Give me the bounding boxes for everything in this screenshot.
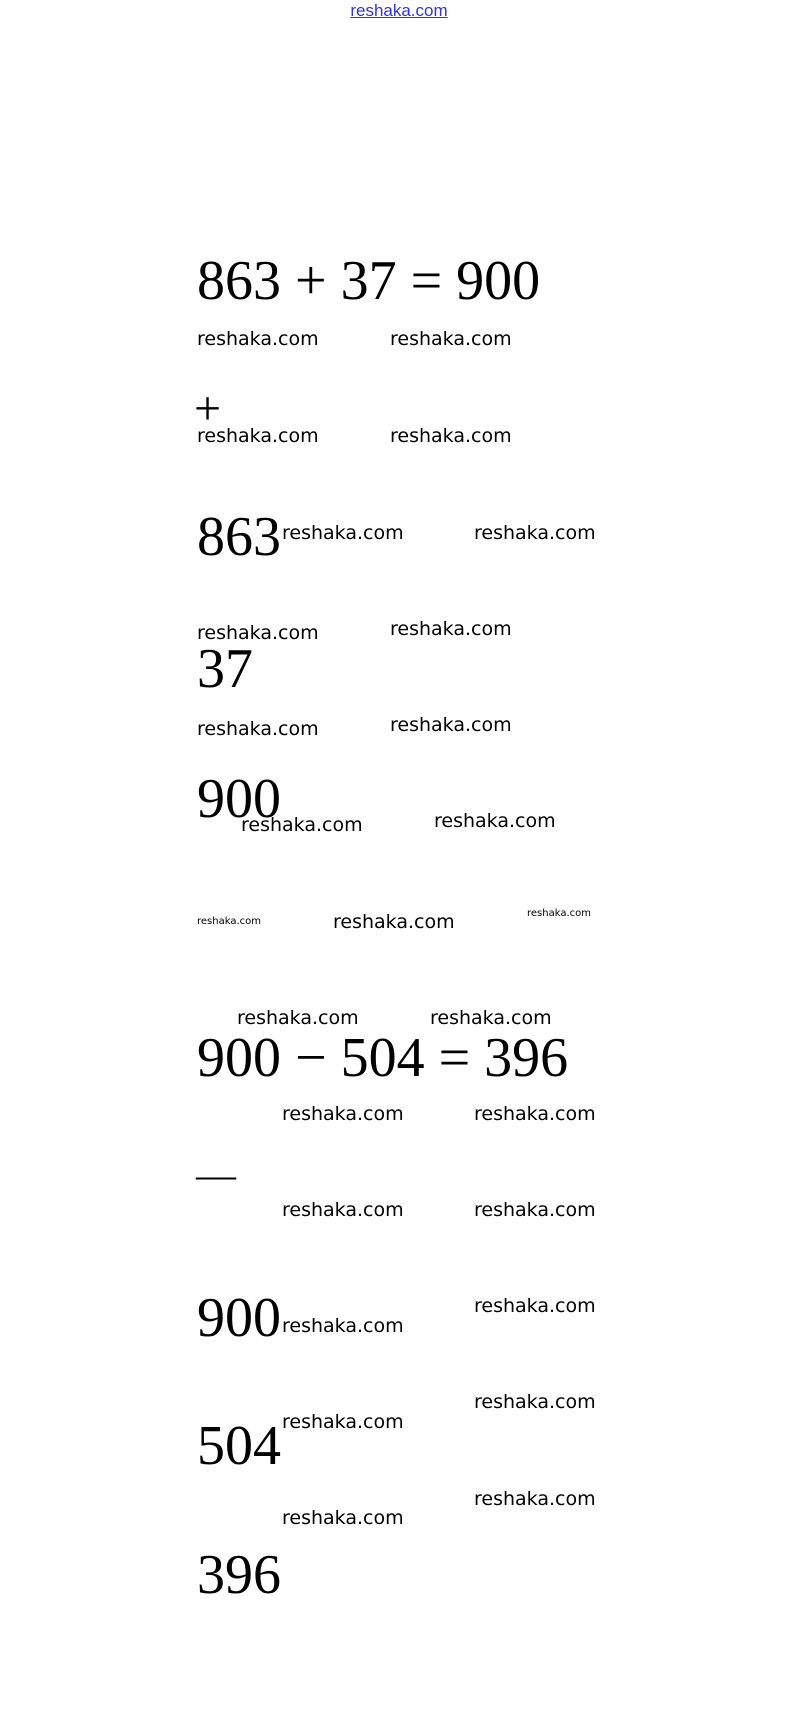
watermark: reshaka.com xyxy=(434,810,556,832)
watermark: reshaka.com xyxy=(390,425,512,447)
watermark: reshaka.com xyxy=(474,1488,596,1510)
addend-2: 37 xyxy=(197,638,253,700)
watermark: reshaka.com xyxy=(197,622,319,644)
site-link[interactable]: reshaka.com xyxy=(350,1,448,20)
watermark: reshaka.com xyxy=(237,1007,359,1029)
watermark: reshaka.com xyxy=(474,1199,596,1221)
watermark: reshaka.com xyxy=(282,1411,404,1433)
minus-sign: — xyxy=(196,1152,236,1197)
watermark: reshaka.com xyxy=(474,1103,596,1125)
watermark: reshaka.com xyxy=(197,425,319,447)
subtrahend: 504 xyxy=(197,1415,281,1477)
watermark: reshaka.com xyxy=(390,714,512,736)
watermark: reshaka.com xyxy=(282,1103,404,1125)
watermark: reshaka.com xyxy=(430,1007,552,1029)
watermark: reshaka.com xyxy=(474,522,596,544)
watermark: reshaka.com xyxy=(197,718,319,740)
watermark: reshaka.com xyxy=(197,916,261,927)
sum-result: 900 xyxy=(197,768,281,830)
watermark: reshaka.com xyxy=(333,911,455,933)
addend-1: 863 xyxy=(197,506,281,568)
equation-2: 900 − 504 = 396 xyxy=(197,1027,569,1089)
watermark: reshaka.com xyxy=(390,618,512,640)
watermark: reshaka.com xyxy=(282,1199,404,1221)
watermark: reshaka.com xyxy=(390,328,512,350)
watermark: reshaka.com xyxy=(241,814,363,836)
equation-1: 863 + 37 = 900 xyxy=(197,250,541,312)
watermark: reshaka.com xyxy=(282,1507,404,1529)
watermark: reshaka.com xyxy=(527,908,591,919)
watermark: reshaka.com xyxy=(282,522,404,544)
watermark: reshaka.com xyxy=(474,1295,596,1317)
plus-sign: + xyxy=(194,382,222,435)
difference-result: 396 xyxy=(197,1544,281,1606)
minuend: 900 xyxy=(197,1287,281,1349)
watermark: reshaka.com xyxy=(282,1315,404,1337)
watermark: reshaka.com xyxy=(474,1391,596,1413)
watermark: reshaka.com xyxy=(197,328,319,350)
